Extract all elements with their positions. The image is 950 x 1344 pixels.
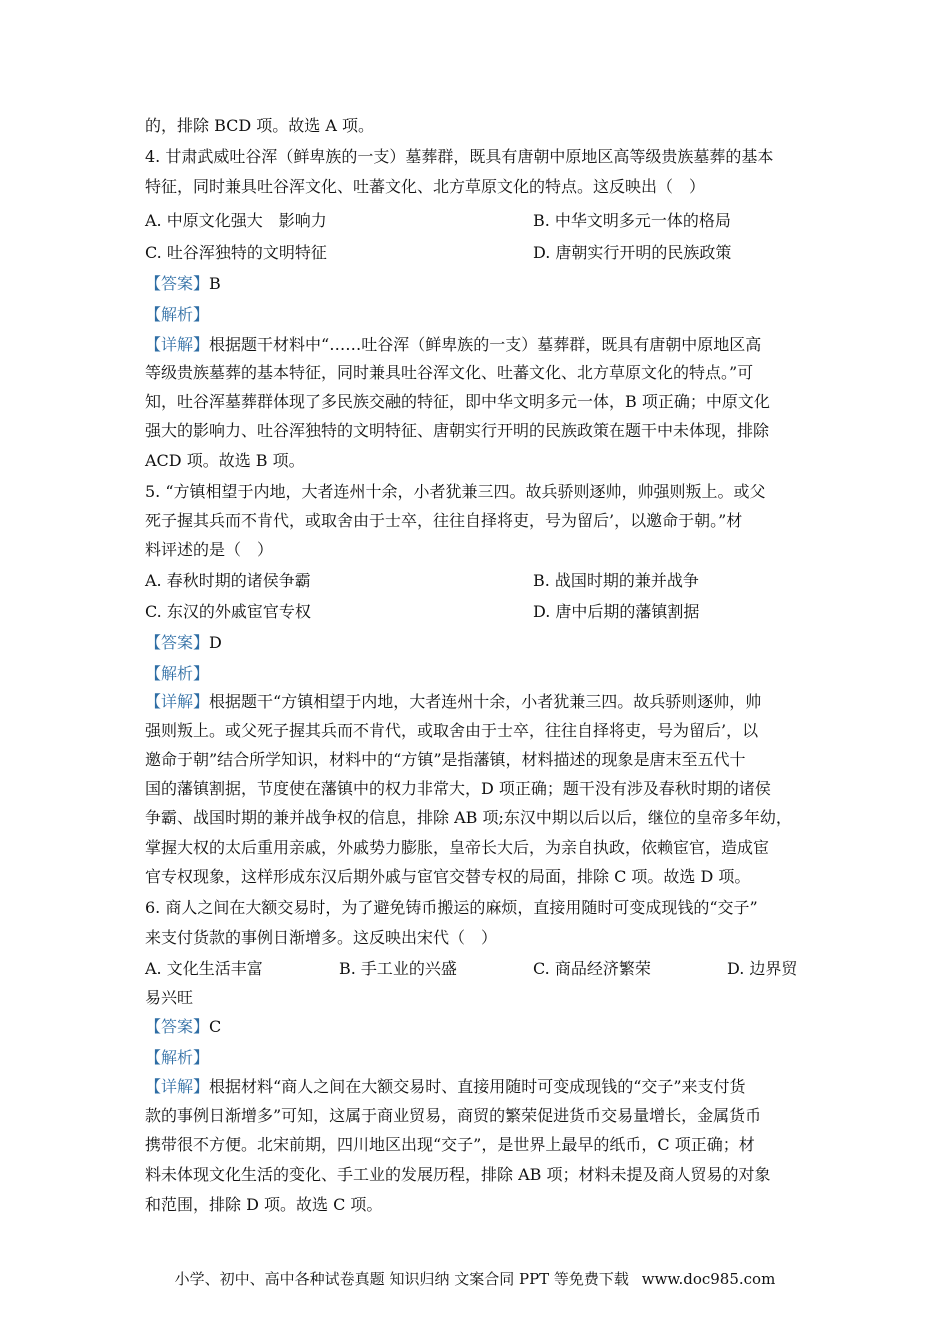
q6-answer — [145, 1017, 221, 1037]
detail-tag: 【详解】 — [145, 1077, 210, 1096]
q4-stem-line-2: 特征，同时兼具吐谷浑文化、吐蕃文化、北方草原文化的特点。这反映出（ ） — [145, 177, 706, 196]
q4-detail-line-2: 等级贵族墓葬的基本特征，同时兼具吐谷浑文化、吐蕃文化、北方草原文化的特点。”可 — [145, 363, 754, 382]
q6-detail-line-2: 款的事例日渐增多”可知，这属于商业贸易，商贸的繁荣促进货币交易量增长，金属货币 — [145, 1106, 762, 1125]
q4-detail-line-4: 强大的影响力、吐谷浑独特的文明特征、唐朝实行开明的民族政策在题干中未体现，排除 — [145, 421, 770, 440]
q5-option-b: B. 战国时期的兼并战争 — [533, 571, 699, 590]
q5-stem-line-3: 料评述的是（ ） — [145, 540, 274, 559]
q5-detail-line-4: 国的藩镇割据，节度使在藩镇中的权力非常大，D 项正确；题干没有涉及春秋时期的诸侯 — [145, 779, 771, 798]
answer-value: D — [209, 633, 222, 652]
q5-detail-line-3: 邀命于朝”结合所学知识，材料中的“方镇”是指藩镇，材料描述的现象是唐末至五代十 — [145, 750, 746, 769]
answer-tag: 【答案】 — [145, 633, 210, 652]
q5-detail-line-7: 官专权现象，这样形成东汉后期外戚与宦官交替专权的局面，排除 C 项。故选 D 项。 — [145, 867, 751, 886]
q5-stem-line-1: 5. “方镇相望于内地，大者连州十余，小者犹兼三四。故兵骄则逐帅，帅强则叛上。或父 — [145, 482, 766, 501]
q6-option-d: D. 边界贸 — [727, 959, 798, 978]
q4-option-d: D. 唐朝实行开明的民族政策 — [533, 243, 732, 262]
answer-tag: 【答案】 — [145, 1017, 210, 1036]
q5-analysis-tag: 【解析】 — [145, 664, 210, 683]
detail-tag: 【详解】 — [145, 335, 210, 354]
q6-option-c: C. 商品经济繁荣 — [533, 959, 651, 978]
q4-analysis-tag: 【解析】 — [145, 305, 210, 324]
q6-option-b: B. 手工业的兴盛 — [339, 959, 457, 978]
answer-value: B — [209, 274, 221, 293]
q5-detail-line-5: 争霸、战国时期的兼并战争权的信息，排除 AB 项;东汉中期以后以后，继位的皇帝多年幼， — [145, 808, 792, 827]
q5-stem-line-2: 死子握其兵而不肯代，或取舍由于士卒，往往自择将吏，号为留后’，以邀命于朝。”材 — [145, 511, 743, 530]
answer-tag: 【答案】 — [145, 274, 210, 293]
q5-option-a: A. 春秋时期的诸侯争霸 — [145, 571, 311, 590]
q4-option-c: C. 吐谷浑独特的文明特征 — [145, 243, 327, 262]
q5-detail-line-2: 强则叛上。或父死子握其兵而不肯代，或取舍由于士卒，往往自择将吏，号为留后’，以 — [145, 721, 759, 740]
q4-detail-line-1: 【详解】根据题干材料中“……吐谷浑（鲜卑族的一支）墓葬群，既具有唐朝中原地区高 — [145, 335, 762, 354]
q6-detail-line-4: 料未体现文化生活的变化、手工业的发展历程，排除 AB 项；材料未提及商人贸易的对象 — [145, 1165, 771, 1184]
q4-detail-line-5: ACD 项。故选 B 项。 — [145, 451, 305, 470]
q5-answer — [145, 633, 222, 653]
q5-detail-line-6: 掌握大权的太后重用亲戚，外戚势力膨胀，皇帝长大后，为亲自执政，依赖宦官，造成宦 — [145, 838, 770, 857]
answer-value: C — [209, 1017, 222, 1036]
q5-option-d: D. 唐中后期的藩镇割据 — [533, 602, 700, 621]
q3-tail: 的，排除 BCD 项。故选 A 项。 — [145, 116, 375, 135]
q4-stem-line-1: 4. 甘肃武威吐谷浑（鲜卑族的一支）墓葬群，既具有唐朝中原地区高等级贵族墓葬的基本 — [145, 147, 774, 166]
q6-detail-line-3: 携带很不方便。北宋前期，四川地区出现“交子”，是世界上最早的纸币，C 项正确；材 — [145, 1135, 755, 1154]
detail-tag: 【详解】 — [145, 692, 210, 711]
q4-answer — [145, 274, 221, 294]
q6-detail-line-1: 【详解】根据材料“商人之间在大额交易时、直接用随时可变成现钱的“交子”来支付货 — [145, 1077, 746, 1096]
footer-url[interactable]: www.doc985.com — [641, 1270, 776, 1288]
q6-option-d-wrap: 易兴旺 — [145, 988, 194, 1007]
q6-stem-line-1: 6. 商人之间在大额交易时，为了避免铸币搬运的麻烦，直接用随时可变成现钱的“交子” — [145, 898, 758, 917]
page-footer — [0, 1268, 950, 1289]
q6-analysis-tag: 【解析】 — [145, 1048, 210, 1067]
q5-option-c: C. 东汉的外戚宦官专权 — [145, 602, 311, 621]
q6-option-a: A. 文化生活丰富 — [145, 959, 263, 978]
q5-detail-line-1: 【详解】根据题干“方镇相望于内地，大者连州十余，小者犹兼三四。故兵骄则逐帅，帅 — [145, 692, 762, 711]
q4-option-b: B. 中华文明多元一体的格局 — [533, 211, 731, 230]
q4-detail-line-3: 知，吐谷浑墓葬群体现了多民族交融的特征，即中华文明多元一体，B 项正确；中原文化 — [145, 392, 770, 411]
q6-detail-line-5: 和范围，排除 D 项。故选 C 项。 — [145, 1195, 383, 1214]
q6-stem-line-2: 来支付货款的事例日渐增多。这反映出宋代（ ） — [145, 928, 498, 947]
footer-text: 小学、初中、高中各种试卷真题 知识归纳 文案合同 PPT 等免费下载 — [174, 1270, 629, 1288]
q4-option-a: A. 中原文化强大 影响力 — [145, 211, 327, 230]
